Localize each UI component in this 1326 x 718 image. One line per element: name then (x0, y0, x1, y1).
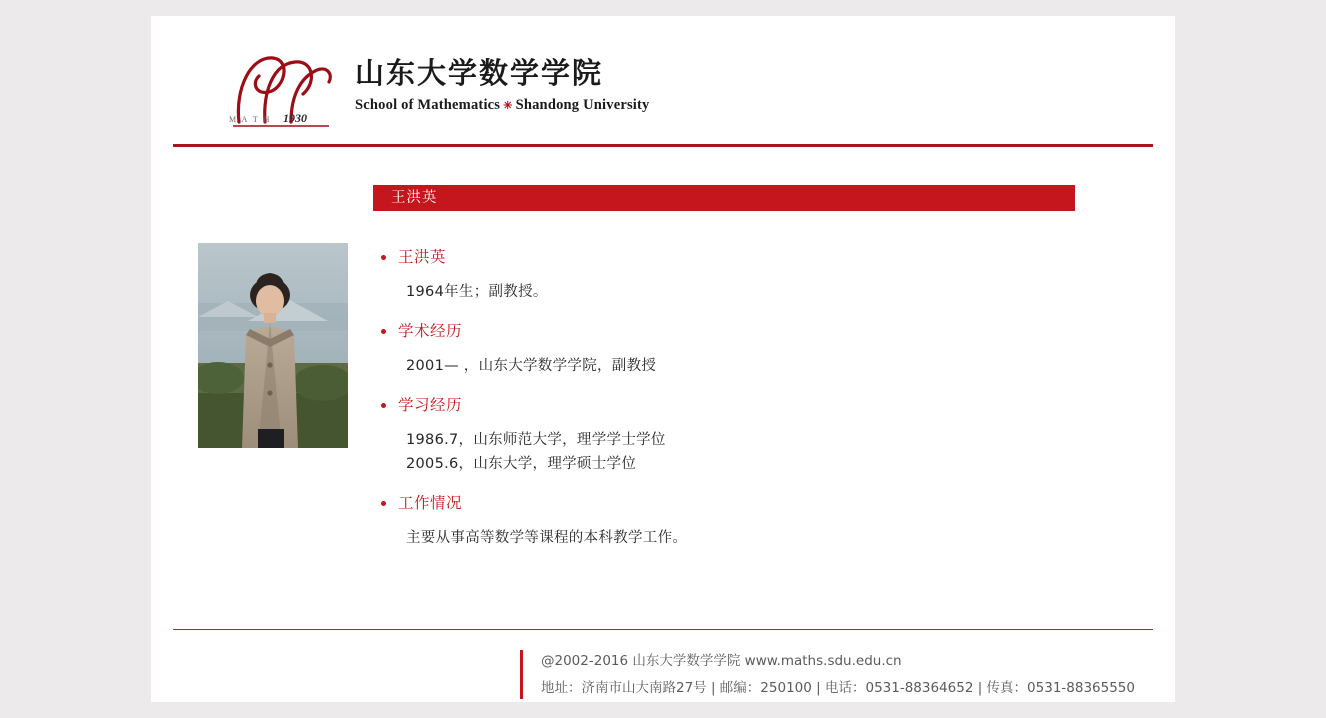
section-heading: 学术经历 (376, 318, 1076, 344)
svg-text:M A T H: M A T H (229, 115, 272, 124)
logo-text-block (355, 48, 650, 114)
footer-copyright: @2002-2016 山东大学数学学院 www.maths.sdu.edu.cn (541, 653, 902, 669)
profile-content (376, 244, 1076, 564)
site-footer (520, 650, 1135, 699)
profile-section (376, 318, 1076, 386)
section-line: 1986.7，山东师范大学，理学学士学位 (406, 432, 666, 448)
header-divider (173, 144, 1153, 147)
section-body (376, 418, 1076, 484)
section-heading: 王洪英 (376, 244, 1076, 270)
svg-text:1930: 1930 (283, 111, 307, 125)
footer-divider (173, 629, 1153, 630)
logo-en-separator-icon: ✳ (503, 100, 513, 113)
site-header (151, 16, 1175, 147)
logo-title-cn: 山东大学数学学院 (355, 56, 604, 90)
page-title: 王洪英 (373, 185, 1075, 211)
footer-contact: 地址：济南市山大南路27号 | 邮编：250100 | 电话：0531-88364652 | 传真：0531-88365550 (541, 680, 1135, 696)
section-body (376, 516, 1076, 558)
logo-title-en (355, 97, 650, 114)
section-line: 2005.6，山东大学，理学硕士学位 (406, 456, 637, 472)
section-line: 主要从事高等数学等课程的本科教学工作。 (406, 530, 688, 546)
logo-en-left: School of Mathematics (355, 97, 501, 113)
profile-section (376, 392, 1076, 484)
profile-section (376, 490, 1076, 558)
page-container (151, 16, 1175, 702)
site-logo[interactable] (221, 48, 650, 130)
logo-en-right: Shandong University (515, 97, 650, 113)
profile-photo (198, 243, 348, 448)
section-heading: 学习经历 (376, 392, 1076, 418)
profile-section (376, 244, 1076, 312)
section-body (376, 270, 1076, 312)
section-heading: 工作情况 (376, 490, 1076, 516)
section-body (376, 344, 1076, 386)
section-line: 2001— ，山东大学数学学院，副教授 (406, 358, 657, 374)
section-line: 1964年生；副教授。 (406, 284, 548, 300)
math-emblem-icon (221, 48, 341, 130)
